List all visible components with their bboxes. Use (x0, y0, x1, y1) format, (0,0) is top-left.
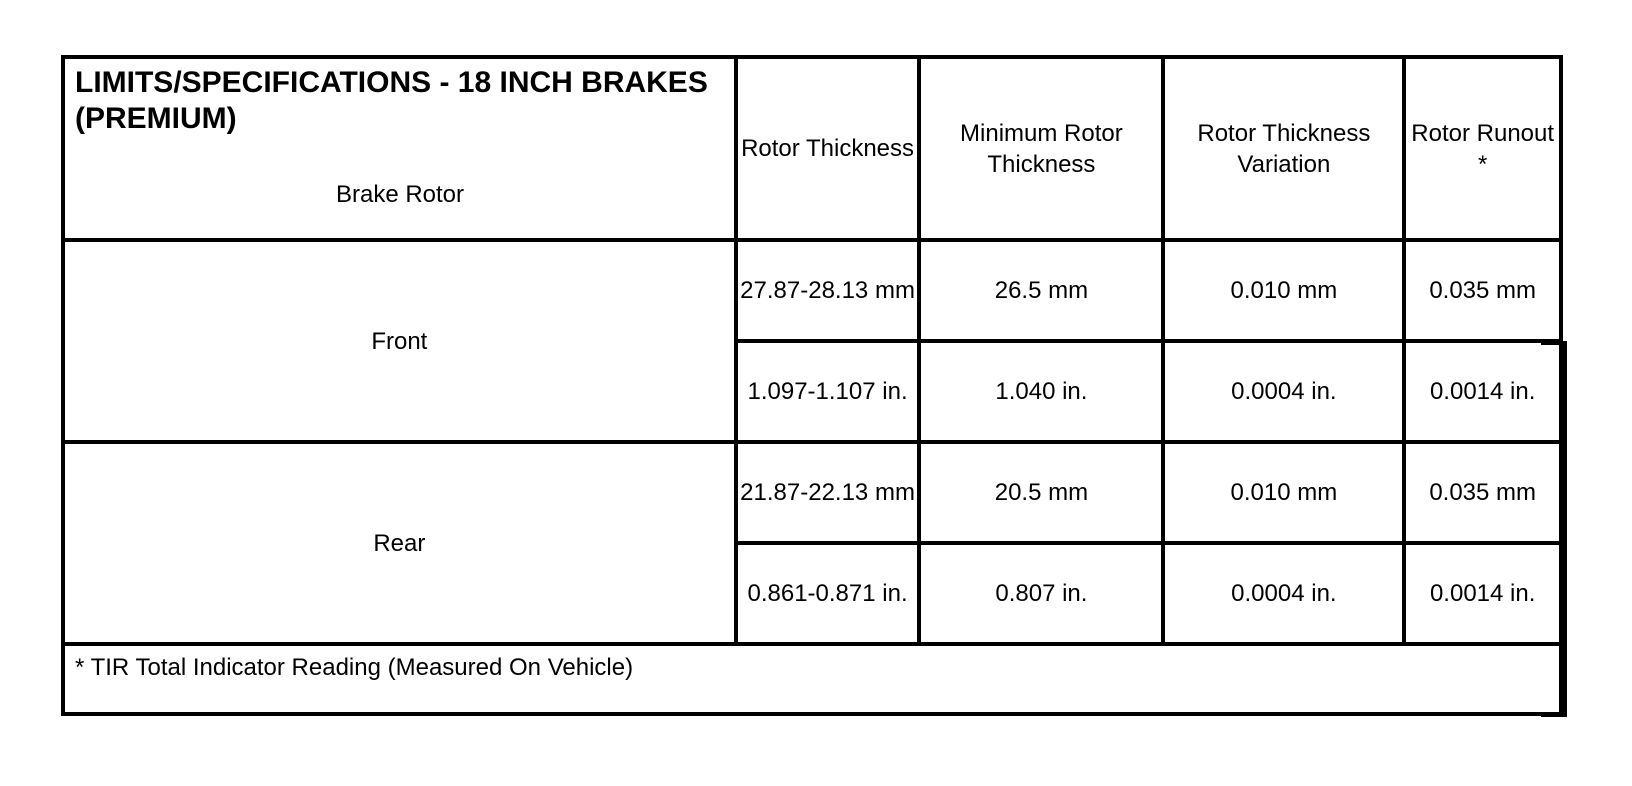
table-cell: 0.861-0.871 in. (736, 543, 920, 644)
table-cell: 0.0014 in. (1404, 341, 1561, 442)
table-cell: 0.010 mm (1163, 240, 1404, 341)
table-cell: 0.035 mm (1404, 240, 1561, 341)
table-subtitle: Brake Rotor (335, 181, 465, 208)
table-cell: 27.87-28.13 mm (736, 240, 920, 341)
table-cell: 20.5 mm (919, 442, 1163, 543)
column-header-rotor-thickness: Rotor Thickness (736, 57, 920, 240)
table-cell: 0.035 mm (1404, 442, 1561, 543)
table-cell: 0.010 mm (1163, 442, 1404, 543)
right-border-cap (1541, 341, 1567, 345)
footer-row (63, 644, 1561, 714)
title-cell (63, 57, 736, 240)
table-cell: 1.040 in. (919, 341, 1163, 442)
right-border-line (1563, 341, 1567, 717)
column-header-minimum-rotor-thickness: Minimum Rotor Thickness (919, 57, 1163, 240)
table-row-rear-metric (63, 442, 1561, 543)
table-cell: 0.807 in. (919, 543, 1163, 644)
table-title: LIMITS/SPECIFICATIONS - 18 INCH BRAKES (PREMIUM) (75, 66, 708, 135)
column-header-rotor-thickness-variation: Rotor Thickness Variation (1163, 57, 1404, 240)
table-cell: 26.5 mm (919, 240, 1163, 341)
table-cell: 21.87-22.13 mm (736, 442, 920, 543)
table-row-front-metric (63, 240, 1561, 341)
table-cell: 0.0004 in. (1163, 543, 1404, 644)
brake-rotor-spec-table (61, 55, 1563, 716)
footnote: * TIR Total Indicator Reading (Measured On Vehicle) (63, 644, 1561, 714)
row-label-front: Front (63, 240, 736, 442)
header-row (63, 57, 1561, 240)
row-label-rear: Rear (63, 442, 736, 644)
table-cell: 0.0004 in. (1163, 341, 1404, 442)
table-cell: 1.097-1.107 in. (736, 341, 920, 442)
table-cell: 0.0014 in. (1404, 543, 1561, 644)
right-border-base (1541, 713, 1567, 717)
column-header-rotor-runout: Rotor Runout * (1404, 57, 1561, 240)
